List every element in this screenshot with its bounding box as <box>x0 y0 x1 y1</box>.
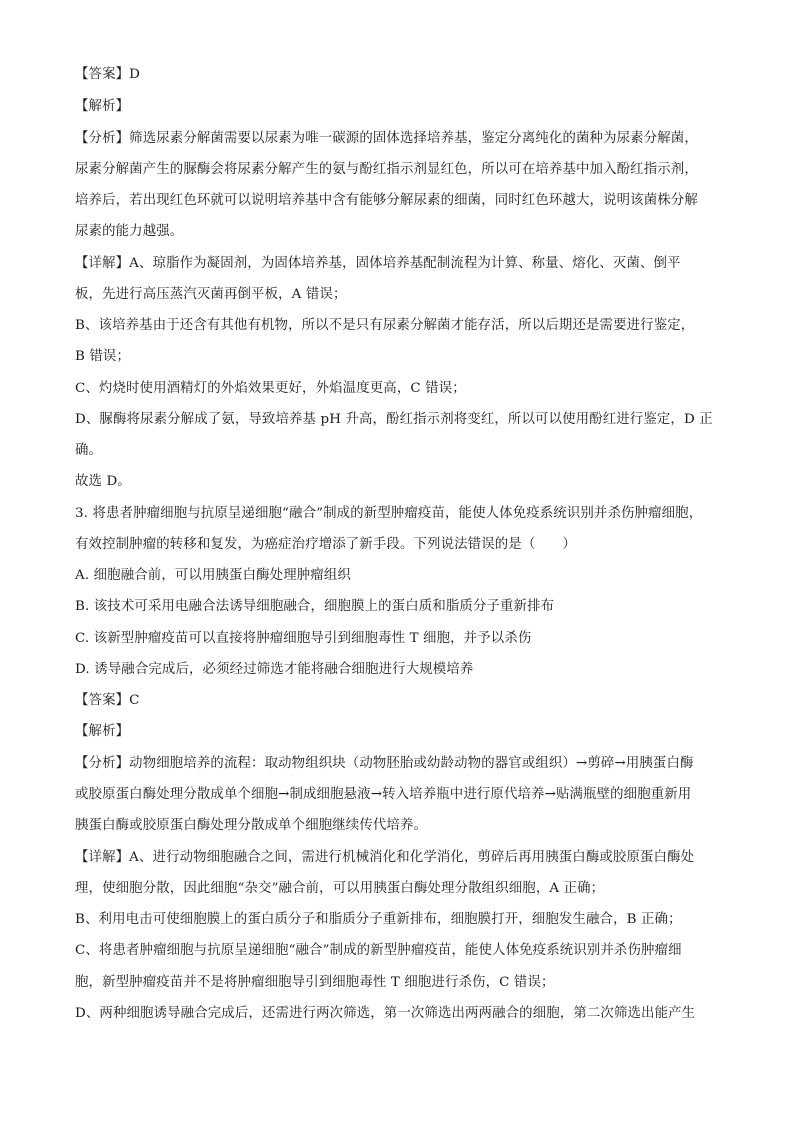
detail-2-option-d: D、两种细胞诱导融合完成后，还需进行两次筛选，第一次筛选出两两融合的细胞，第二次筛选出能产生 <box>75 1006 696 1021</box>
analysis-heading-2: 【解析】 <box>75 724 130 739</box>
question-3-option-a: A. 细胞融合前，可以用胰蛋白酶处理肿瘤组织 <box>75 568 351 583</box>
analysis-paragraph: 培养后，若出现红色环就可以说明培养基中含有能够分解尿素的细菌，同时红色环越大，说明该菌株分解 <box>75 193 698 208</box>
question-3-option-b: B. 该技术可采用电融合法诱导细胞融合，细胞膜上的蛋白质和脂质分子重新排布 <box>75 599 555 614</box>
question-3-stem: 3. 将患者肿瘤细胞与抗原呈递细胞“融合”制成的新型肿瘤疫苗，能使人体免疫系统识别并杀伤肿瘤细胞， <box>75 506 703 521</box>
detail-paragraph: 【详解】A、琼脂作为凝固剂，为固体培养基，固体培养基配制流程为计算、称量、熔化、灭菌、倒平 <box>75 256 681 271</box>
detail-paragraph-2: 理，使细胞分散，因此细胞“杂交”融合前，可以用胰蛋白酶处理分散组织细胞，A 正确； <box>75 881 605 896</box>
analysis-heading-1: 【解析】 <box>75 99 130 114</box>
detail-paragraph-2: 【详解】A、进行动物细胞融合之间，需进行机械消化和化学消化，剪碎后再用胰蛋白酶或胶原蛋白酶处 <box>75 850 695 865</box>
analysis-paragraph: 尿素的能力越强。 <box>75 224 184 239</box>
detail-2-option-c: 胞，新型肿瘤疫苗并不是将肿瘤细胞导引到细胞毒性 T 细胞进行杀伤，C 错误； <box>75 975 555 990</box>
detail-option-d: 确。 <box>75 443 103 458</box>
detail-option-b: B、该培养基由于还含有其他有机物，所以不是只有尿素分解菌才能存活，所以后期还是需要进行鉴定， <box>75 318 695 333</box>
question-3-option-c: C. 该新型肿瘤疫苗可以直接将肿瘤细胞导引到细胞毒性 T 细胞，并予以杀伤 <box>75 631 532 646</box>
detail-option-c: C、灼烧时使用酒精灯的外焰效果更好，外焰温度更高，C 错误； <box>75 381 466 396</box>
analysis-paragraph-2: 胰蛋白酶或胶原蛋白酶处理分散成单个细胞继续传代培养。 <box>75 818 428 833</box>
analysis-paragraph: 【分析】筛选尿素分解菌需要以尿素为唯一碳源的固体选择培养基，鉴定分离纯化的菌种为尿素分解菌， <box>75 131 698 146</box>
detail-option-d: D、脲酶将尿素分解成了氨，导致培养基 pH 升高，酚红指示剂将变红，所以可以使用酚红进行鉴定，D 正 <box>75 412 713 427</box>
detail-2-option-b: B、利用电击可使细胞膜上的蛋白质分子和脂质分子重新排布，细胞膜打开，细胞发生融合，B 正确； <box>75 912 682 927</box>
analysis-paragraph-2: 【分析】动物细胞培养的流程：取动物组织块（动物胚胎或幼龄动物的器官或组织）→剪碎→用胰蛋白酶 <box>75 756 694 771</box>
detail-2-option-c: C、将患者肿瘤细胞与抗原呈递细胞“融合”制成的新型肿瘤疫苗，能使人体免疫系统识别并杀伤肿瘤细 <box>75 943 682 958</box>
detail-paragraph: 板，先进行高压蒸汽灭菌再倒平板，A 错误； <box>75 287 347 302</box>
analysis-paragraph-2: 或胶原蛋白酶处理分散成单个细胞→制成细胞悬液→转入培养瓶中进行原代培养→贴满瓶壁的细胞重新用 <box>75 787 692 802</box>
analysis-paragraph: 尿素分解菌产生的脲酶会将尿素分解产生的氨与酚红指示剂显红色，所以可在培养基中加入酚红指示剂， <box>75 162 698 177</box>
answer-label-2: 【答案】C <box>75 693 140 708</box>
detail-option-b: B 错误； <box>75 349 131 364</box>
question-3-option-d: D. 诱导融合完成后，必须经过筛选才能将融合细胞进行大规模培养 <box>75 662 474 677</box>
question-3-stem: 有效控制肿瘤的转移和复发，为癌症治疗增添了新手段。下列说法错误的是（ ） <box>75 537 577 552</box>
answer-label-1: 【答案】D <box>75 67 141 82</box>
conclusion-line: 故选 D。 <box>75 474 131 489</box>
